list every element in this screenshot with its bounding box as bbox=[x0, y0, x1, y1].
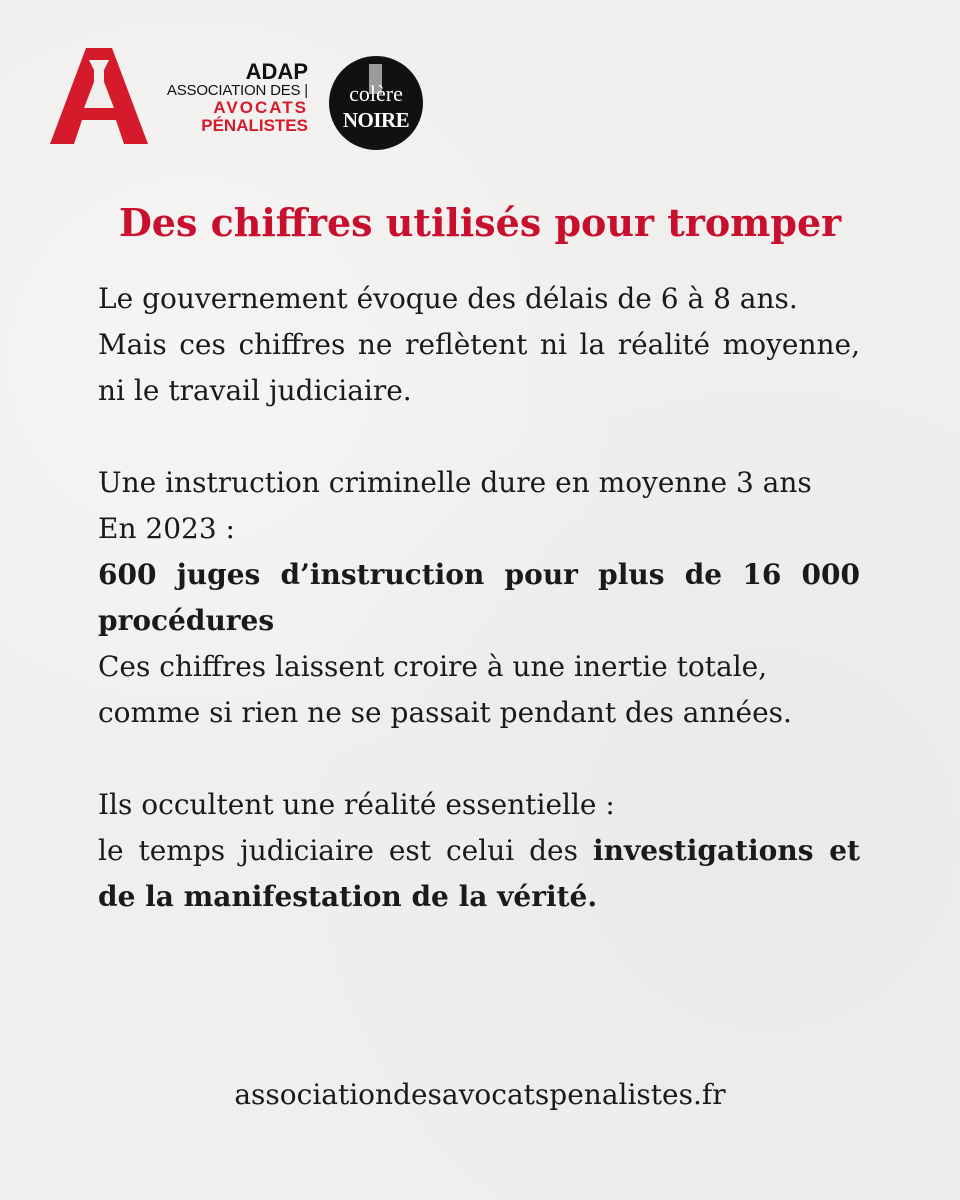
adap-logo-text bbox=[148, 60, 308, 135]
paragraph-annees: comme si rien ne se passait pendant des années. bbox=[98, 696, 792, 729]
logo-line-association: ASSOCIATION DES | bbox=[166, 82, 308, 100]
spacer bbox=[98, 736, 860, 782]
logo-acronym: ADAP bbox=[245, 59, 308, 84]
spacer bbox=[98, 414, 860, 460]
paragraph-temps bbox=[98, 828, 860, 920]
adap-logo-icon bbox=[50, 48, 148, 144]
paragraph-realite: Ils occultent une réalité essentielle : bbox=[98, 788, 615, 821]
paragraph-instruction: Une instruction criminelle dure en moyenne 3 ans bbox=[98, 466, 812, 499]
paragraph-inertie: Ces chiffres laissent croire à une inertie totale, bbox=[98, 650, 768, 683]
paragraph-delais: Le gouvernement évoque des délais de 6 à 8 ans. bbox=[98, 282, 798, 315]
page-title: Des chiffres utilisés pour tromper bbox=[118, 200, 842, 245]
verite-bold-text: investigations et de la manifestation de la vérité. bbox=[98, 834, 860, 913]
paragraph-year: En 2023 : bbox=[98, 512, 235, 545]
body-text bbox=[98, 276, 860, 920]
logo-line-penalistes: PÉNALISTES bbox=[201, 115, 308, 135]
paragraph-juges bbox=[98, 552, 860, 644]
colere-logo-top: colère bbox=[349, 81, 403, 106]
website-url: associationdesavocatspenalistes.fr bbox=[234, 1078, 726, 1111]
paragraph-chiffres: Mais ces chiffres ne reflètent ni la réalité moyenne, ni le travail judiciaire. bbox=[98, 328, 860, 407]
colere-noire-logo bbox=[329, 56, 423, 150]
juges-bold-text: 600 juges d’instruction pour plus de 16 000 procédures bbox=[98, 558, 860, 637]
temps-text: le temps judiciaire est celui des bbox=[98, 834, 593, 867]
logo-line-avocats: AVOCATS bbox=[213, 97, 308, 117]
colere-logo-bottom: NOIRE bbox=[342, 108, 410, 132]
